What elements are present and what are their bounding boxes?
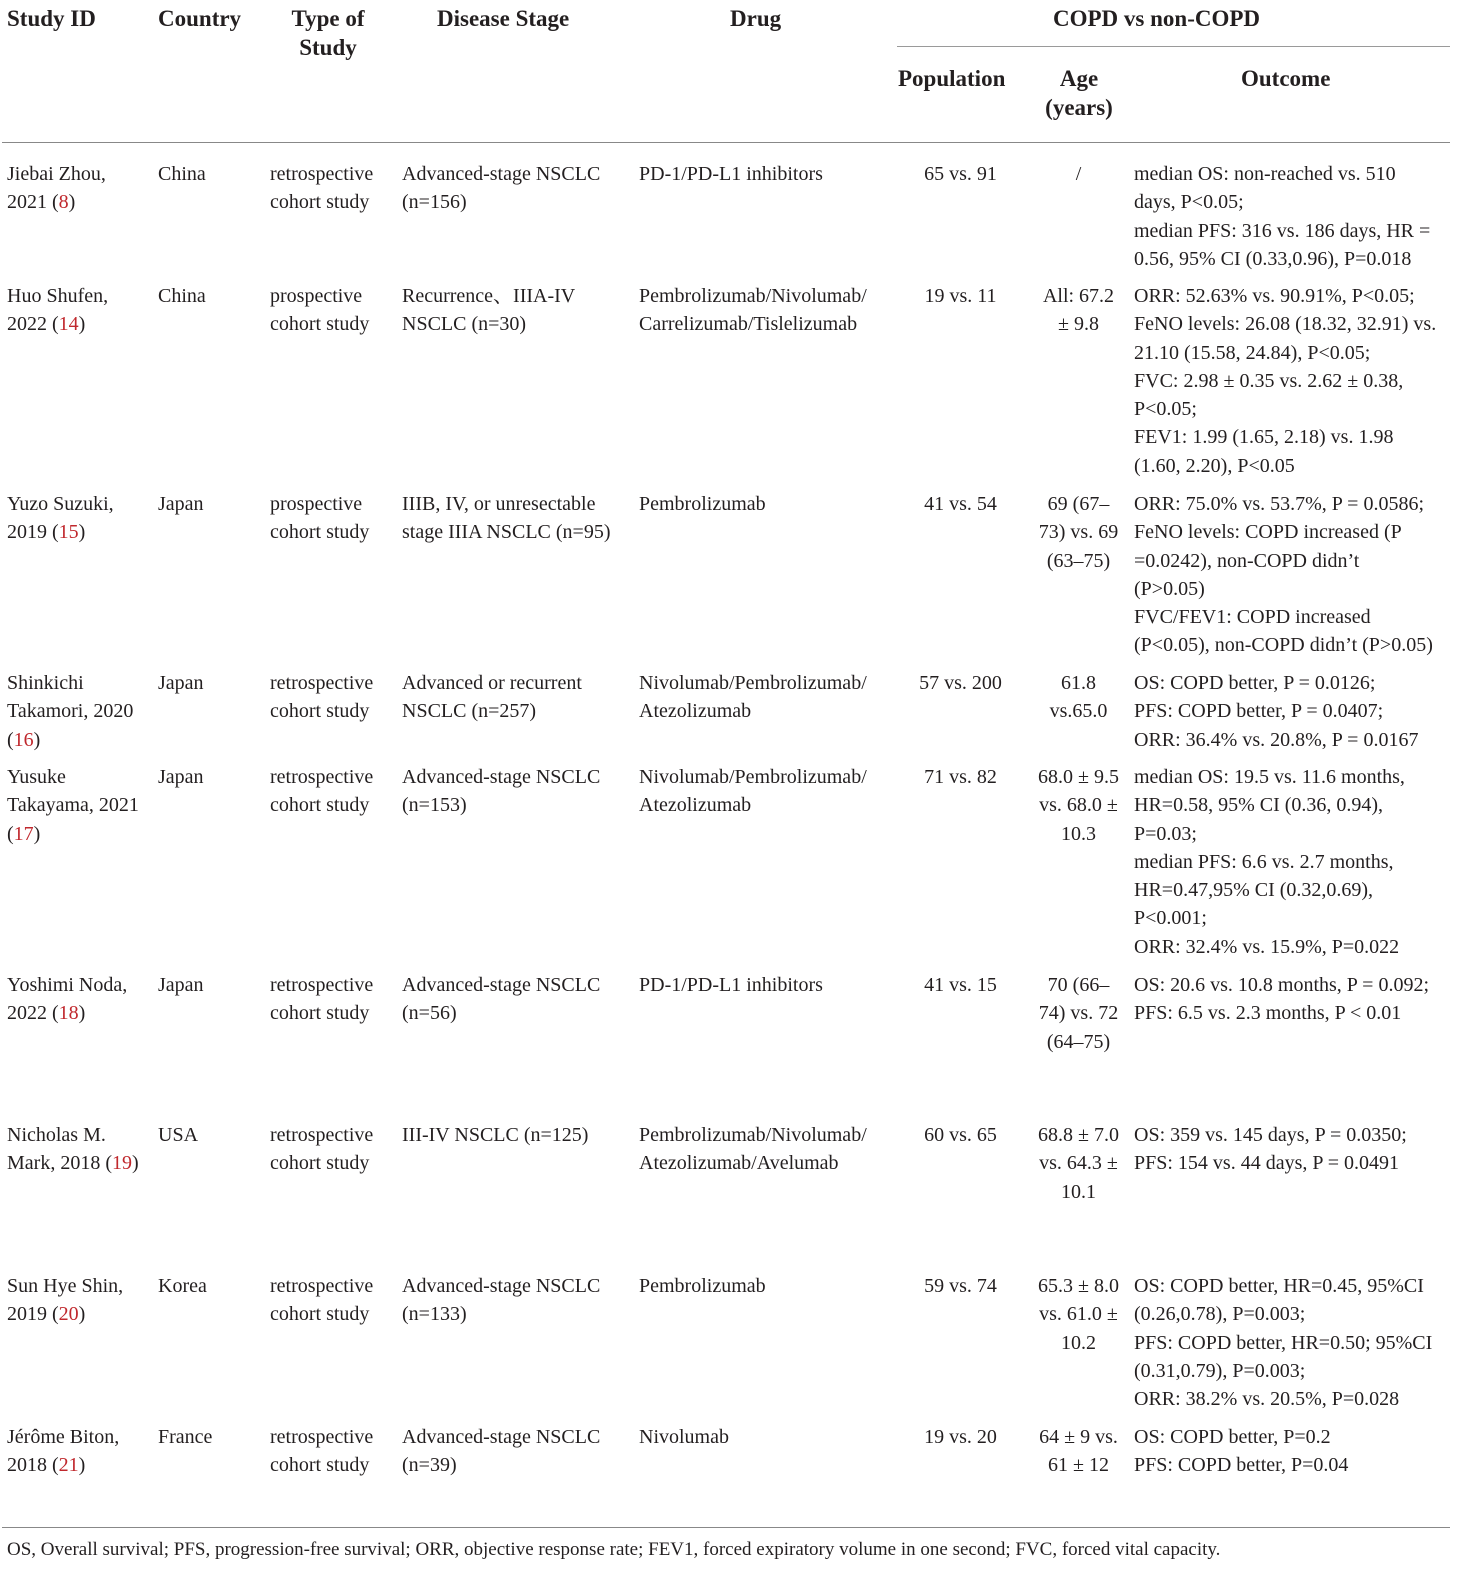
header-disease-stage: Disease Stage xyxy=(437,6,570,31)
disease-stage-cell: Advanced-stage NSCLC (n=56) xyxy=(402,974,601,1025)
country-cell: Japan xyxy=(158,766,204,788)
reference-link[interactable]: 19 xyxy=(112,1152,132,1175)
disease-stage-cell: Advanced-stage NSCLC (n=153) xyxy=(402,766,601,817)
study-type-cell: retrospective cohort study xyxy=(270,1124,374,1175)
country-cell: Japan xyxy=(158,974,204,996)
study-name: Sun Hye Shin, 2019 xyxy=(7,1275,124,1326)
header-outcome: Outcome xyxy=(1241,66,1331,91)
outcome-line: ORR: 52.63% vs. 90.91%, P<0.05; xyxy=(1134,285,1415,307)
study-name: Jiebai Zhou, 2021 xyxy=(7,163,106,214)
outcome-line: ORR: 36.4% vs. 20.8%, P = 0.0167 xyxy=(1134,728,1419,751)
outcome-line: 21.10 (15.58, 24.84), P<0.05; xyxy=(1134,341,1371,364)
outcome-line: (P>0.05) xyxy=(1134,577,1205,600)
outcome-line: (0.31,0.79), P=0.003; xyxy=(1134,1359,1306,1382)
study-id-cell: Yuzo Suzuki, 2019 (15) xyxy=(7,493,114,544)
population-cell: 57 vs. 200 xyxy=(919,672,1002,694)
header-study-id: Study ID xyxy=(7,6,96,31)
drug-cell: Pembrolizumab/Nivolumab/ Carrelizumab/Tislelizumab xyxy=(639,285,867,336)
outcome-line: (1.60, 2.20), P<0.05 xyxy=(1134,454,1295,477)
drug-cell: Pembrolizumab/Nivolumab/ Atezolizumab/Avelumab xyxy=(639,1124,867,1175)
header-group: COPD vs non-COPD xyxy=(1053,6,1261,31)
disease-stage-cell: Advanced-stage NSCLC (n=156) xyxy=(402,163,601,214)
age-cell: / xyxy=(1075,163,1082,185)
study-name: Yusuke Takayama, 2021 xyxy=(7,766,139,817)
outcome-line: ORR: 38.2% vs. 20.5%, P=0.028 xyxy=(1134,1388,1400,1411)
reference-link[interactable]: 21 xyxy=(58,1454,79,1477)
table-bottom-rule xyxy=(2,1527,1450,1528)
study-id-cell: Shinkichi Takamori, 2020 (16) xyxy=(7,672,134,751)
age-cell: 68.0 ± 9.5 vs. 68.0 ± 10.3 xyxy=(1038,766,1119,845)
outcome-cell xyxy=(1134,282,1456,480)
outcome-line: median OS: non-reached vs. 510 xyxy=(1134,163,1396,185)
disease-stage-cell: Advanced-stage NSCLC (n=39) xyxy=(402,1426,601,1477)
drug-cell: Nivolumab/Pembrolizumab/ Atezolizumab xyxy=(639,672,867,723)
outcome-line: P<0.05; xyxy=(1134,398,1197,421)
study-id-cell: Jiebai Zhou, 2021 (8) xyxy=(7,163,106,214)
disease-stage-cell: IIIB, IV, or unresectable stage IIIA NSCLC (n=95) xyxy=(402,493,611,544)
outcome-cell xyxy=(1134,160,1456,273)
country-cell: Korea xyxy=(158,1275,207,1297)
study-type-cell: retrospective cohort study xyxy=(270,672,374,723)
outcome-line: 0.56, 95% CI (0.33,0.96), P=0.018 xyxy=(1134,247,1412,270)
outcome-line: median OS: 19.5 vs. 11.6 months, xyxy=(1134,766,1405,788)
population-cell: 71 vs. 82 xyxy=(924,766,997,788)
disease-stage-cell: III-IV NSCLC (n=125) xyxy=(402,1124,589,1146)
drug-cell: PD-1/PD-L1 inhibitors xyxy=(639,974,823,996)
country-cell: France xyxy=(158,1426,213,1448)
header-drug: Drug xyxy=(730,6,782,31)
outcome-line: =0.0242), non-COPD didn’t xyxy=(1134,549,1360,572)
study-type-cell: retrospective cohort study xyxy=(270,1275,374,1326)
population-cell: 19 vs. 20 xyxy=(924,1426,997,1448)
header-population: Population xyxy=(898,66,1006,91)
outcome-cell xyxy=(1134,669,1456,754)
outcome-line: (0.26,0.78), P=0.003; xyxy=(1134,1303,1306,1326)
study-type-cell: retrospective cohort study xyxy=(270,974,374,1025)
header-type-of-study: Type of Study xyxy=(291,6,365,60)
age-cell: All: 67.2 ± 9.8 xyxy=(1042,285,1115,336)
outcome-line: (P<0.05), non-COPD didn’t (P>0.05) xyxy=(1134,634,1433,657)
study-id-cell: Yoshimi Noda, 2022 (18) xyxy=(7,974,128,1025)
study-type-cell: retrospective cohort study xyxy=(270,1426,374,1477)
outcome-cell xyxy=(1134,763,1456,961)
header-subrule xyxy=(897,46,1450,47)
reference-link[interactable]: 14 xyxy=(58,313,79,336)
outcome-line: PFS: COPD better, HR=0.50; 95%CI xyxy=(1134,1331,1433,1354)
disease-stage-cell: Advanced-stage NSCLC (n=133) xyxy=(402,1275,601,1326)
study-id-cell: Jérôme Biton, 2018 (21) xyxy=(7,1426,120,1477)
outcome-line: FeNO levels: COPD increased (P xyxy=(1134,521,1402,544)
country-cell: China xyxy=(158,163,206,185)
outcome-line: PFS: COPD better, P=0.04 xyxy=(1134,1454,1349,1477)
outcome-line: P<0.001; xyxy=(1134,907,1207,930)
disease-stage-cell: Recurrence、IIIA-IV NSCLC (n=30) xyxy=(402,285,575,336)
outcome-line: FVC: 2.98 ± 0.35 vs. 2.62 ± 0.38, xyxy=(1134,369,1404,392)
reference-link[interactable]: 17 xyxy=(13,822,34,845)
header-age: Age (years) xyxy=(1045,66,1113,120)
reference-link[interactable]: 15 xyxy=(58,521,79,544)
population-cell: 60 vs. 65 xyxy=(924,1124,997,1146)
outcome-cell xyxy=(1134,1423,1456,1480)
outcome-line: OS: 359 vs. 145 days, P = 0.0350; xyxy=(1134,1124,1407,1146)
age-cell: 61.8 vs.65.0 xyxy=(1049,672,1108,723)
study-name: Shinkichi Takamori, 2020 xyxy=(7,672,134,723)
age-cell: 68.8 ± 7.0 vs. 64.3 ± 10.1 xyxy=(1038,1124,1119,1203)
outcome-cell xyxy=(1134,1121,1456,1178)
outcome-line: ORR: 75.0% vs. 53.7%, P = 0.0586; xyxy=(1134,493,1424,515)
outcome-cell xyxy=(1134,490,1456,660)
population-cell: 19 vs. 11 xyxy=(924,285,997,307)
outcome-line: PFS: COPD better, P = 0.0407; xyxy=(1134,700,1384,723)
outcome-cell xyxy=(1134,971,1456,1028)
header-country: Country xyxy=(158,6,242,31)
country-cell: Japan xyxy=(158,672,204,694)
drug-cell: Nivolumab xyxy=(639,1426,729,1448)
outcome-line: median PFS: 316 vs. 186 days, HR = xyxy=(1134,219,1431,242)
reference-link[interactable]: 18 xyxy=(58,1002,79,1025)
study-name: Huo Shufen, 2022 xyxy=(7,285,109,336)
country-cell: USA xyxy=(158,1124,199,1146)
outcome-line: OS: 20.6 vs. 10.8 months, P = 0.092; xyxy=(1134,974,1430,996)
population-cell: 59 vs. 74 xyxy=(924,1275,997,1297)
age-cell: 64 ± 9 vs. 61 ± 12 xyxy=(1039,1426,1118,1477)
population-cell: 41 vs. 54 xyxy=(924,493,997,515)
disease-stage-cell: Advanced or recurrent NSCLC (n=257) xyxy=(402,672,582,723)
drug-cell: Nivolumab/Pembrolizumab/ Atezolizumab xyxy=(639,766,867,817)
age-cell: 70 (66–74) vs. 72 (64–75) xyxy=(1038,974,1119,1053)
outcome-line: HR=0.58, 95% CI (0.36, 0.94), xyxy=(1134,794,1384,817)
outcome-line: ORR: 32.4% vs. 15.9%, P=0.022 xyxy=(1134,935,1400,958)
population-cell: 41 vs. 15 xyxy=(924,974,997,996)
reference-link[interactable]: 8 xyxy=(58,191,69,214)
study-name: Jérôme Biton, 2018 xyxy=(7,1426,120,1477)
study-id-cell: Yusuke Takayama, 2021 (17) xyxy=(7,766,139,845)
outcome-line: FVC/FEV1: COPD increased xyxy=(1134,606,1371,629)
outcome-line: FeNO levels: 26.08 (18.32, 32.91) vs. xyxy=(1134,313,1437,336)
outcome-line: HR=0.47,95% CI (0.32,0.69), xyxy=(1134,879,1374,902)
outcome-line: days, P<0.05; xyxy=(1134,191,1244,214)
study-type-cell: retrospective cohort study xyxy=(270,163,374,214)
age-cell: 69 (67–73) vs. 69 (63–75) xyxy=(1038,493,1119,572)
study-id-cell: Huo Shufen, 2022 (14) xyxy=(7,285,109,336)
reference-link[interactable]: 16 xyxy=(13,728,34,751)
drug-cell: PD-1/PD-L1 inhibitors xyxy=(639,163,823,185)
country-cell: Japan xyxy=(158,493,204,515)
study-type-cell: retrospective cohort study xyxy=(270,766,374,817)
study-type-cell: prospective cohort study xyxy=(270,493,370,544)
study-name: Yuzo Suzuki, 2019 xyxy=(7,493,114,544)
country-cell: China xyxy=(158,285,206,307)
study-type-cell: prospective cohort study xyxy=(270,285,370,336)
outcome-line: P=0.03; xyxy=(1134,822,1197,845)
outcome-line: PFS: 154 vs. 44 days, P = 0.0491 xyxy=(1134,1152,1400,1175)
outcome-line: OS: COPD better, P = 0.0126; xyxy=(1134,672,1376,694)
outcome-line: FEV1: 1.99 (1.65, 2.18) vs. 1.98 xyxy=(1134,426,1394,449)
study-name: Nicholas M. Mark, 2018 xyxy=(7,1124,106,1175)
study-id-cell: Sun Hye Shin, 2019 (20) xyxy=(7,1275,124,1326)
outcome-cell xyxy=(1134,1272,1456,1413)
outcome-line: OS: COPD better, P=0.2 xyxy=(1134,1426,1331,1448)
reference-link[interactable]: 20 xyxy=(58,1303,79,1326)
drug-cell: Pembrolizumab xyxy=(639,493,766,515)
outcome-line: median PFS: 6.6 vs. 2.7 months, xyxy=(1134,850,1394,873)
study-id-cell: Nicholas M. Mark, 2018 (19) xyxy=(7,1124,139,1175)
population-cell: 65 vs. 91 xyxy=(924,163,997,185)
table-footnote: OS, Overall survival; PFS, progression-free survival; ORR, objective response rate; FEV1, forced expiratory volume in one second; FVC, forced vital capacity. xyxy=(7,1539,1221,1560)
drug-cell: Pembrolizumab xyxy=(639,1275,766,1297)
age-cell: 65.3 ± 8.0 vs. 61.0 ± 10.2 xyxy=(1038,1275,1119,1354)
outcome-line: PFS: 6.5 vs. 2.3 months, P < 0.01 xyxy=(1134,1002,1402,1025)
outcome-line: OS: COPD better, HR=0.45, 95%CI xyxy=(1134,1275,1424,1297)
header-bottom-rule xyxy=(2,142,1450,143)
study-name: Yoshimi Noda, 2022 xyxy=(7,974,128,1025)
